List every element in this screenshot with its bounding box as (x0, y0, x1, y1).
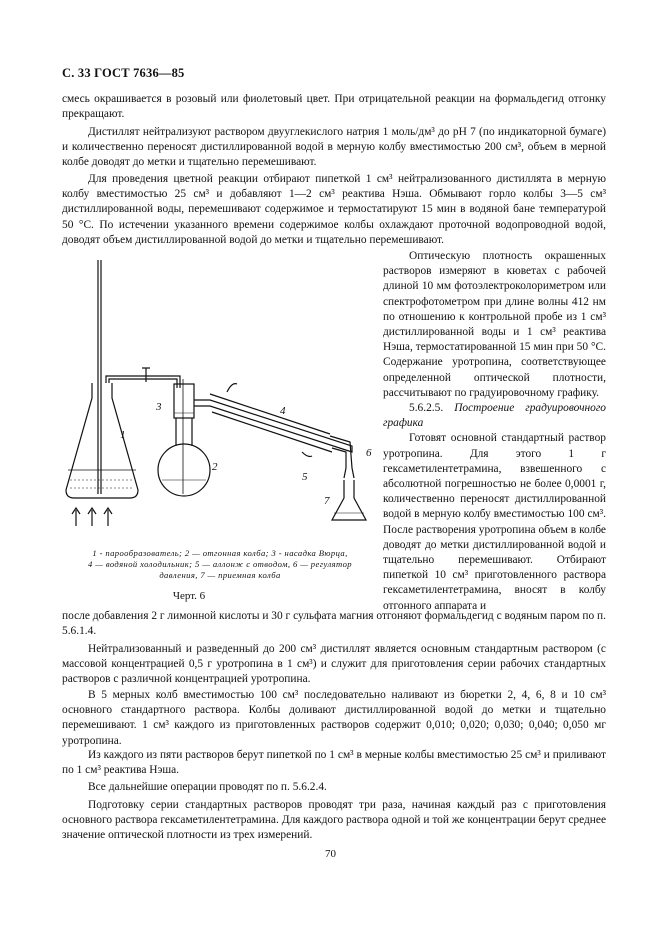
water-condenser (194, 400, 352, 452)
paragraph-12: Подготовку серии стандартных растворов проводят три раза, начиная каждый раз с приготовления основного раствора гексаметилентетрамина. Для каждого раствора одной и той же концентрации берут среднее значение оптической плотности из трех измерений. (62, 799, 606, 842)
page-header: С. 33 ГОСТ 7636—85 (62, 66, 185, 80)
paragraph-7: после добавления 2 г лимонной кислоты и 30 г сульфата магния отгоняют формальдегид с водяным паром по п. 5.6.1.4. (62, 610, 606, 638)
paragraph-8: Нейтрализованный и разведенный до 200 см³ дистиллят является основным стандартным раствором (с массовой концентрацией 0,5 г уротропина в 1 см³) и служит для приготовления серии рабочих стандартных растворов с различной концентрацией уротропина. (62, 643, 606, 686)
figure-label-3: 3 (156, 401, 162, 413)
paragraph-6: Готовят основной стандартный раствор уротропина. Для этого 1 г гексаметилентетрамина, взвешенного с абсолютной погрешностью не более 0,0001 г, количественно переносят дистиллированной водой в мерную колбу вместимостью 100 см³. После растворения уротропина объем в колбе доводят до метки дистиллированной водой и тщательно перемешивают. Отбирают пипеткой 10 см³ приготовленного раствора гексаметилентетрамина, вносят в колбу отгонного аппарата и (383, 432, 606, 612)
paragraph-3: Для проведения цветной реакции отбирают пипеткой 1 см³ нейтрализованного дистиллята в мерную колбу вместимостью 25 см³ и добавляют 1—2 см³ реактива Нэша. Обмывают горло колбы 3—5 см³ дистиллированной воды, перемешивают содержимое и термостатируют 15 мин в водяной бане температурой 50 °С. По истечении указанного времени содержимое колбы охлаждают проточной водопроводной водой, доводят объем дистиллированной водой до метки и тщательно перемешивают. (62, 173, 606, 246)
distillation-flask (158, 444, 210, 496)
paragraph-4: Оптическую плотность окрашенных растворов измеряют в кюветах с рабочей длиной 10 мм фотоэлектроколориметром или спектрофотометром при длине волны 412 нм по отношению к контрольной пробе из 1 см³ дистиллированной воды и 1 см³ реактива Нэша, термостатированной 15 мин при 50 °С. Содержание уротропина, соответствующее определенной оптической плотности, рассчитывают по градуировочному графику. (383, 250, 606, 399)
receiving-flask (332, 480, 366, 520)
figure-label-6: 6 (366, 447, 372, 459)
figure-label-4: 4 (280, 405, 286, 417)
figure-title: Черт. 6 (172, 590, 206, 602)
figure-caption (62, 548, 378, 581)
paragraph-1: смесь окрашивается в розовый или фиолетовый цвет. При отрицательной реакции на формальдегид отгонку прекращают. (62, 93, 606, 121)
caption-line-1: 1 - парообразователь; 2 — отгонная колба; 3 - насадка Вюрца, (92, 548, 348, 558)
figure-label-7: 7 (324, 495, 330, 507)
paragraph-11: Все дальнейшие операции проводят по п. 5.6.2.4. (88, 781, 327, 793)
paragraph-9: В 5 мерных колб вместимостью 100 см³ последовательно наливают из бюретки 2, 4, 6, 8 и 10 см³ основного стандартного раствора. Колбы доливают дистиллированной водой до метки и тщательно перемешивают. 1 см³ каждого из приготовленных растворов содержит 0,010; 0,020; 0,030; 0,040; 0,050 мг уротропина. (62, 689, 606, 747)
section-5-6-2-5 (383, 401, 606, 431)
paragraph-10: Из каждого из пяти растворов берут пипеткой по 1 см³ в мерные колбы вместимостью 25 см³ и приливают по 1 см³ реактива Нэша. (62, 749, 606, 777)
page-number: 70 (325, 848, 336, 860)
figure-label-5: 5 (302, 471, 308, 483)
distillation-apparatus-diagram (62, 258, 380, 543)
right-column (383, 249, 606, 614)
section-number: 5.6.2.5. (409, 402, 444, 415)
steam-generator-flask (66, 383, 138, 498)
paragraph-2: Дистиллят нейтрализуют раствором двууглекислого натрия 1 моль/дм³ до рН 7 (по индикаторной бумаге) и количественно переносят дистиллированной водой в мерную колбу вместимостью 200 см³, объем в мерной колбе доводят до метки и тщательно перемешивают. (62, 126, 606, 169)
caption-line-2: 4 — водяной холодильник; 5 — аллонж с отводом, 6 — регулятор (87, 559, 352, 569)
section-title: Построение градуировочного графика (383, 402, 606, 430)
caption-line-3: давления, 7 — приемная колба (159, 570, 281, 580)
figure-label-1: 1 (120, 429, 126, 441)
figure-label-2: 2 (212, 461, 218, 473)
